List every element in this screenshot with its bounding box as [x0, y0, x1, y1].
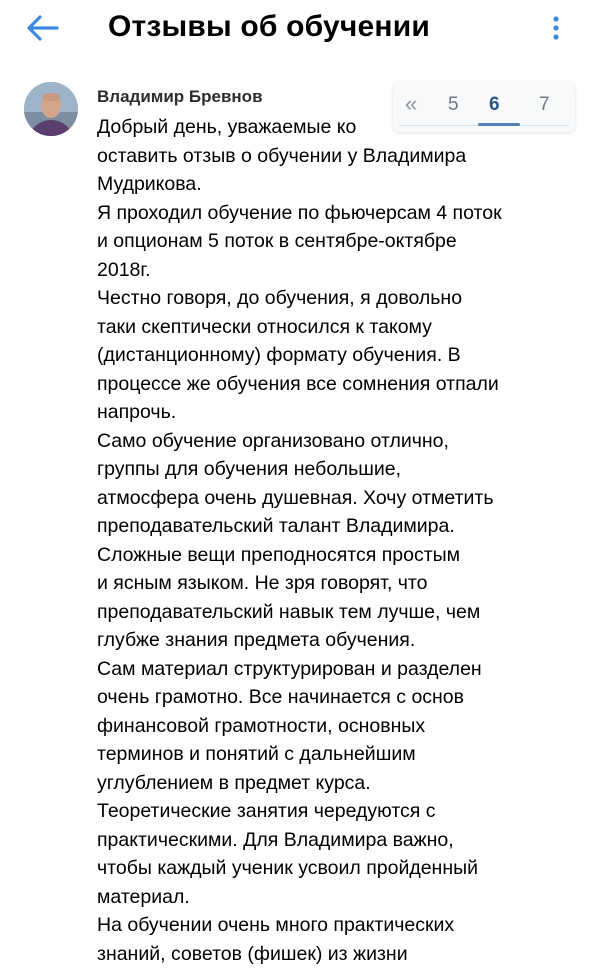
review-line: углублением в предмет курса.: [97, 769, 577, 798]
review-line: На обучении очень много практических: [97, 911, 577, 940]
review-line: Честно говоря, до обучения, я довольно: [97, 284, 577, 313]
review-line: Теоретические занятия чередуются с: [97, 797, 577, 826]
review-line: Я проходил обучение по фьючерсам 4 поток: [97, 199, 577, 228]
review-line: практическими. Для Владимира важно,: [97, 826, 577, 855]
review-line: напрочь.: [97, 398, 577, 427]
review-line: Сам материал структурирован и разделен: [97, 655, 577, 684]
review-line: Сложные вещи преподносятся простым: [97, 541, 577, 570]
top-app-bar: [0, 0, 592, 56]
avatar[interactable]: [24, 82, 78, 136]
review-line: процессе же обучения все сомнения отпали: [97, 370, 577, 399]
review-line: финансовой грамотности, основных: [97, 712, 577, 741]
review-line: группы для обучения небольшие,: [97, 455, 577, 484]
post-author-name[interactable]: Владимир Бревнов: [97, 86, 263, 108]
pager-first-button[interactable]: «: [405, 91, 417, 117]
review-line: оставить отзыв о обучении у Владимира: [97, 142, 577, 171]
arrow-left-icon: [25, 14, 59, 42]
review-line: преподавательский талант Владимира.: [97, 512, 577, 541]
review-line: и опционам 5 поток в сентябре-октябре: [97, 227, 577, 256]
back-button[interactable]: [22, 12, 62, 44]
review-line: чтобы каждый ученик усвоил пройденный: [97, 854, 577, 883]
review-line: Добрый день, уважаемые ко: [97, 113, 577, 142]
review-line: (дистанционному) формату обучения. В: [97, 341, 577, 370]
review-line: материал.: [97, 883, 577, 912]
pager-active-indicator: [478, 123, 520, 126]
review-line: атмосфера очень душевная. Хочу отметить: [97, 484, 577, 513]
user-photo-icon: [24, 82, 78, 136]
review-line: Само обучение организовано отлично,: [97, 427, 577, 456]
pager-page-6-current[interactable]: 6: [489, 92, 500, 118]
pagination: [393, 82, 575, 132]
review-line: знаний, советов (фишек) из жизни: [97, 940, 577, 968]
page-title: Отзывы об обучении: [108, 8, 430, 46]
review-line: Мудрикова.: [97, 170, 577, 199]
review-line: и ясным языком. Не зря говорят, что: [97, 569, 577, 598]
review-line: глубже знания предмета обучения.: [97, 626, 577, 655]
review-line: терминов и понятий с дальнейшим: [97, 740, 577, 769]
review-line: преподавательский навык тем лучше, чем: [97, 598, 577, 627]
pager-page-7[interactable]: 7: [539, 92, 550, 118]
review-line: таки скептически относился к такому: [97, 313, 577, 342]
review-text: [97, 113, 577, 968]
more-menu-button[interactable]: [542, 14, 570, 42]
review-line: 2018г.: [97, 256, 577, 285]
review-line: очень грамотно. Все начинается с основ: [97, 683, 577, 712]
more-vertical-icon: [552, 15, 560, 41]
pager-page-5[interactable]: 5: [448, 92, 459, 118]
